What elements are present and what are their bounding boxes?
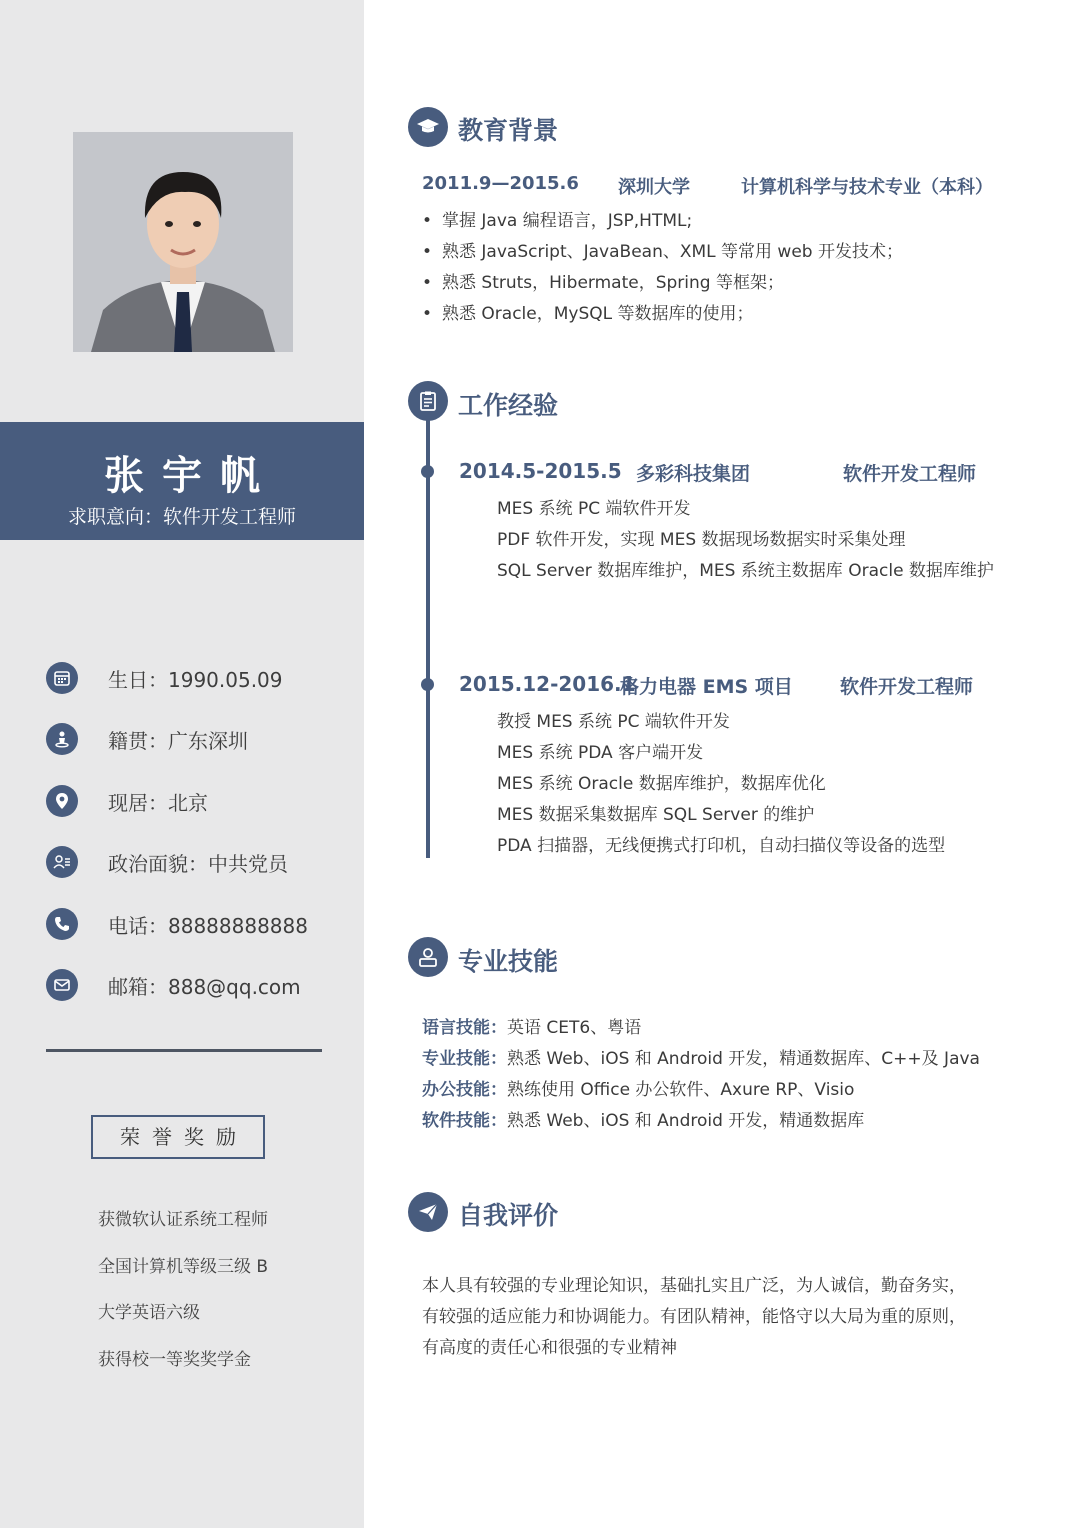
- job-role: 软件开发工程师: [840, 676, 974, 698]
- job-duty: PDF 软件开发，实现 MES 数据现场数据实时采集处理: [497, 530, 906, 550]
- paper-plane-icon: [408, 1192, 448, 1232]
- education-item: • 熟悉 Oracle，MySQL 等数据库的使用；: [422, 304, 754, 324]
- info-text: 邮箱：888@qq.com: [108, 974, 301, 999]
- job-company: 格力电器 EMS 项目: [620, 676, 793, 698]
- education-item: • 掌握 Java 编程语言，JSP,HTML;: [422, 211, 693, 231]
- job-period: 2014.5-2015.5: [459, 459, 622, 483]
- skill-row: 软件技能：熟悉 Web、iOS 和 Android 开发，精通数据库: [422, 1111, 865, 1131]
- location-person-icon: [46, 723, 78, 755]
- job-duty: 教授 MES 系统 PC 端软件开发: [497, 712, 730, 732]
- info-email: [46, 969, 301, 1001]
- evaluation-line: 本人具有较强的专业理论知识，基础扎实且广泛，为人诚信，勤奋务实，: [422, 1276, 966, 1296]
- id-card-icon: [46, 846, 78, 878]
- timeline-dot: [421, 678, 434, 691]
- graduation-cap-icon: [408, 107, 448, 147]
- education-major: 计算机科学与技术专业（本科）: [741, 177, 993, 198]
- calendar-icon: [46, 662, 78, 694]
- sidebar-divider: [46, 1049, 322, 1052]
- info-birthday: [46, 662, 283, 694]
- user-skill-icon: [408, 937, 448, 977]
- profile-photo: [73, 132, 293, 352]
- job-duty: MES 系统 PC 端软件开发: [497, 499, 691, 519]
- mail-icon: [46, 969, 78, 1001]
- skill-row: 专业技能：熟悉 Web、iOS 和 Android 开发，精通数据库、C++及 Java: [422, 1049, 980, 1069]
- honor-item: 全国计算机等级三级 B: [98, 1257, 269, 1277]
- job-intent: 求职意向：软件开发工程师: [67, 506, 296, 528]
- job-period: 2015.12-2016.1: [459, 672, 636, 696]
- skills-title: 专业技能: [458, 947, 559, 976]
- job-duty: MES 系统 Oracle 数据库维护，数据库优化: [497, 774, 826, 794]
- clipboard-icon: [408, 381, 448, 421]
- info-phone: [46, 908, 308, 940]
- info-residence: [46, 785, 208, 817]
- job-duty: PDA 扫描器，无线便携式打印机，自动扫描仪等设备的选型: [497, 836, 946, 856]
- info-text: 电话：88888888888: [108, 913, 308, 938]
- skill-row: 办公技能：熟练使用 Office 办公软件、Axure RP、Visio: [422, 1080, 855, 1100]
- education-title: 教育背景: [458, 116, 559, 145]
- map-pin-icon: [46, 785, 78, 817]
- job-duty: MES 系统 PDA 客户端开发: [497, 743, 704, 763]
- skill-row: 语言技能：英语 CET6、粤语: [422, 1018, 642, 1038]
- info-hometown: [46, 723, 248, 755]
- person-illustration: [73, 132, 293, 352]
- education-item: • 熟悉 Struts，Hibermate，Spring 等框架；: [422, 273, 784, 293]
- education-school: 深圳大学: [618, 177, 690, 198]
- education-item: • 熟悉 JavaScript、JavaBean、XML 等常用 web 开发技术；: [422, 242, 903, 262]
- timeline-dot: [421, 465, 434, 478]
- name-banner: [0, 422, 364, 540]
- job-duty: SQL Server 数据库维护，MES 系统主数据库 Oracle 数据库维护: [497, 561, 994, 581]
- honors-heading: 荣誉奖励: [91, 1115, 265, 1159]
- job-company: 多彩科技集团: [636, 463, 751, 485]
- job-role: 软件开发工程师: [843, 463, 977, 485]
- info-text: 生日：1990.05.09: [108, 667, 283, 692]
- education-period: 2011.9—2015.6: [422, 173, 579, 194]
- evaluation-line: 有高度的责任心和很强的专业精神: [422, 1338, 677, 1358]
- evaluation-line: 有较强的适应能力和协调能力。有团队精神，能恪守以大局为重的原则，: [422, 1307, 966, 1327]
- evaluation-title: 自我评价: [458, 1201, 559, 1230]
- info-text: 籍贯：广东深圳: [108, 728, 248, 753]
- honor-item: 获得校一等奖奖学金: [98, 1350, 251, 1370]
- info-text: 政治面貌：中共党员: [108, 851, 288, 876]
- job-duty: MES 数据采集数据库 SQL Server 的维护: [497, 805, 815, 825]
- phone-icon: [46, 908, 78, 940]
- info-political: [46, 846, 288, 878]
- info-text: 现居：北京: [108, 790, 208, 815]
- honor-item: 大学英语六级: [98, 1303, 200, 1323]
- work-title: 工作经验: [458, 391, 559, 420]
- honor-item: 获微软认证系统工程师: [98, 1210, 268, 1230]
- candidate-name: 张宇帆: [104, 453, 278, 499]
